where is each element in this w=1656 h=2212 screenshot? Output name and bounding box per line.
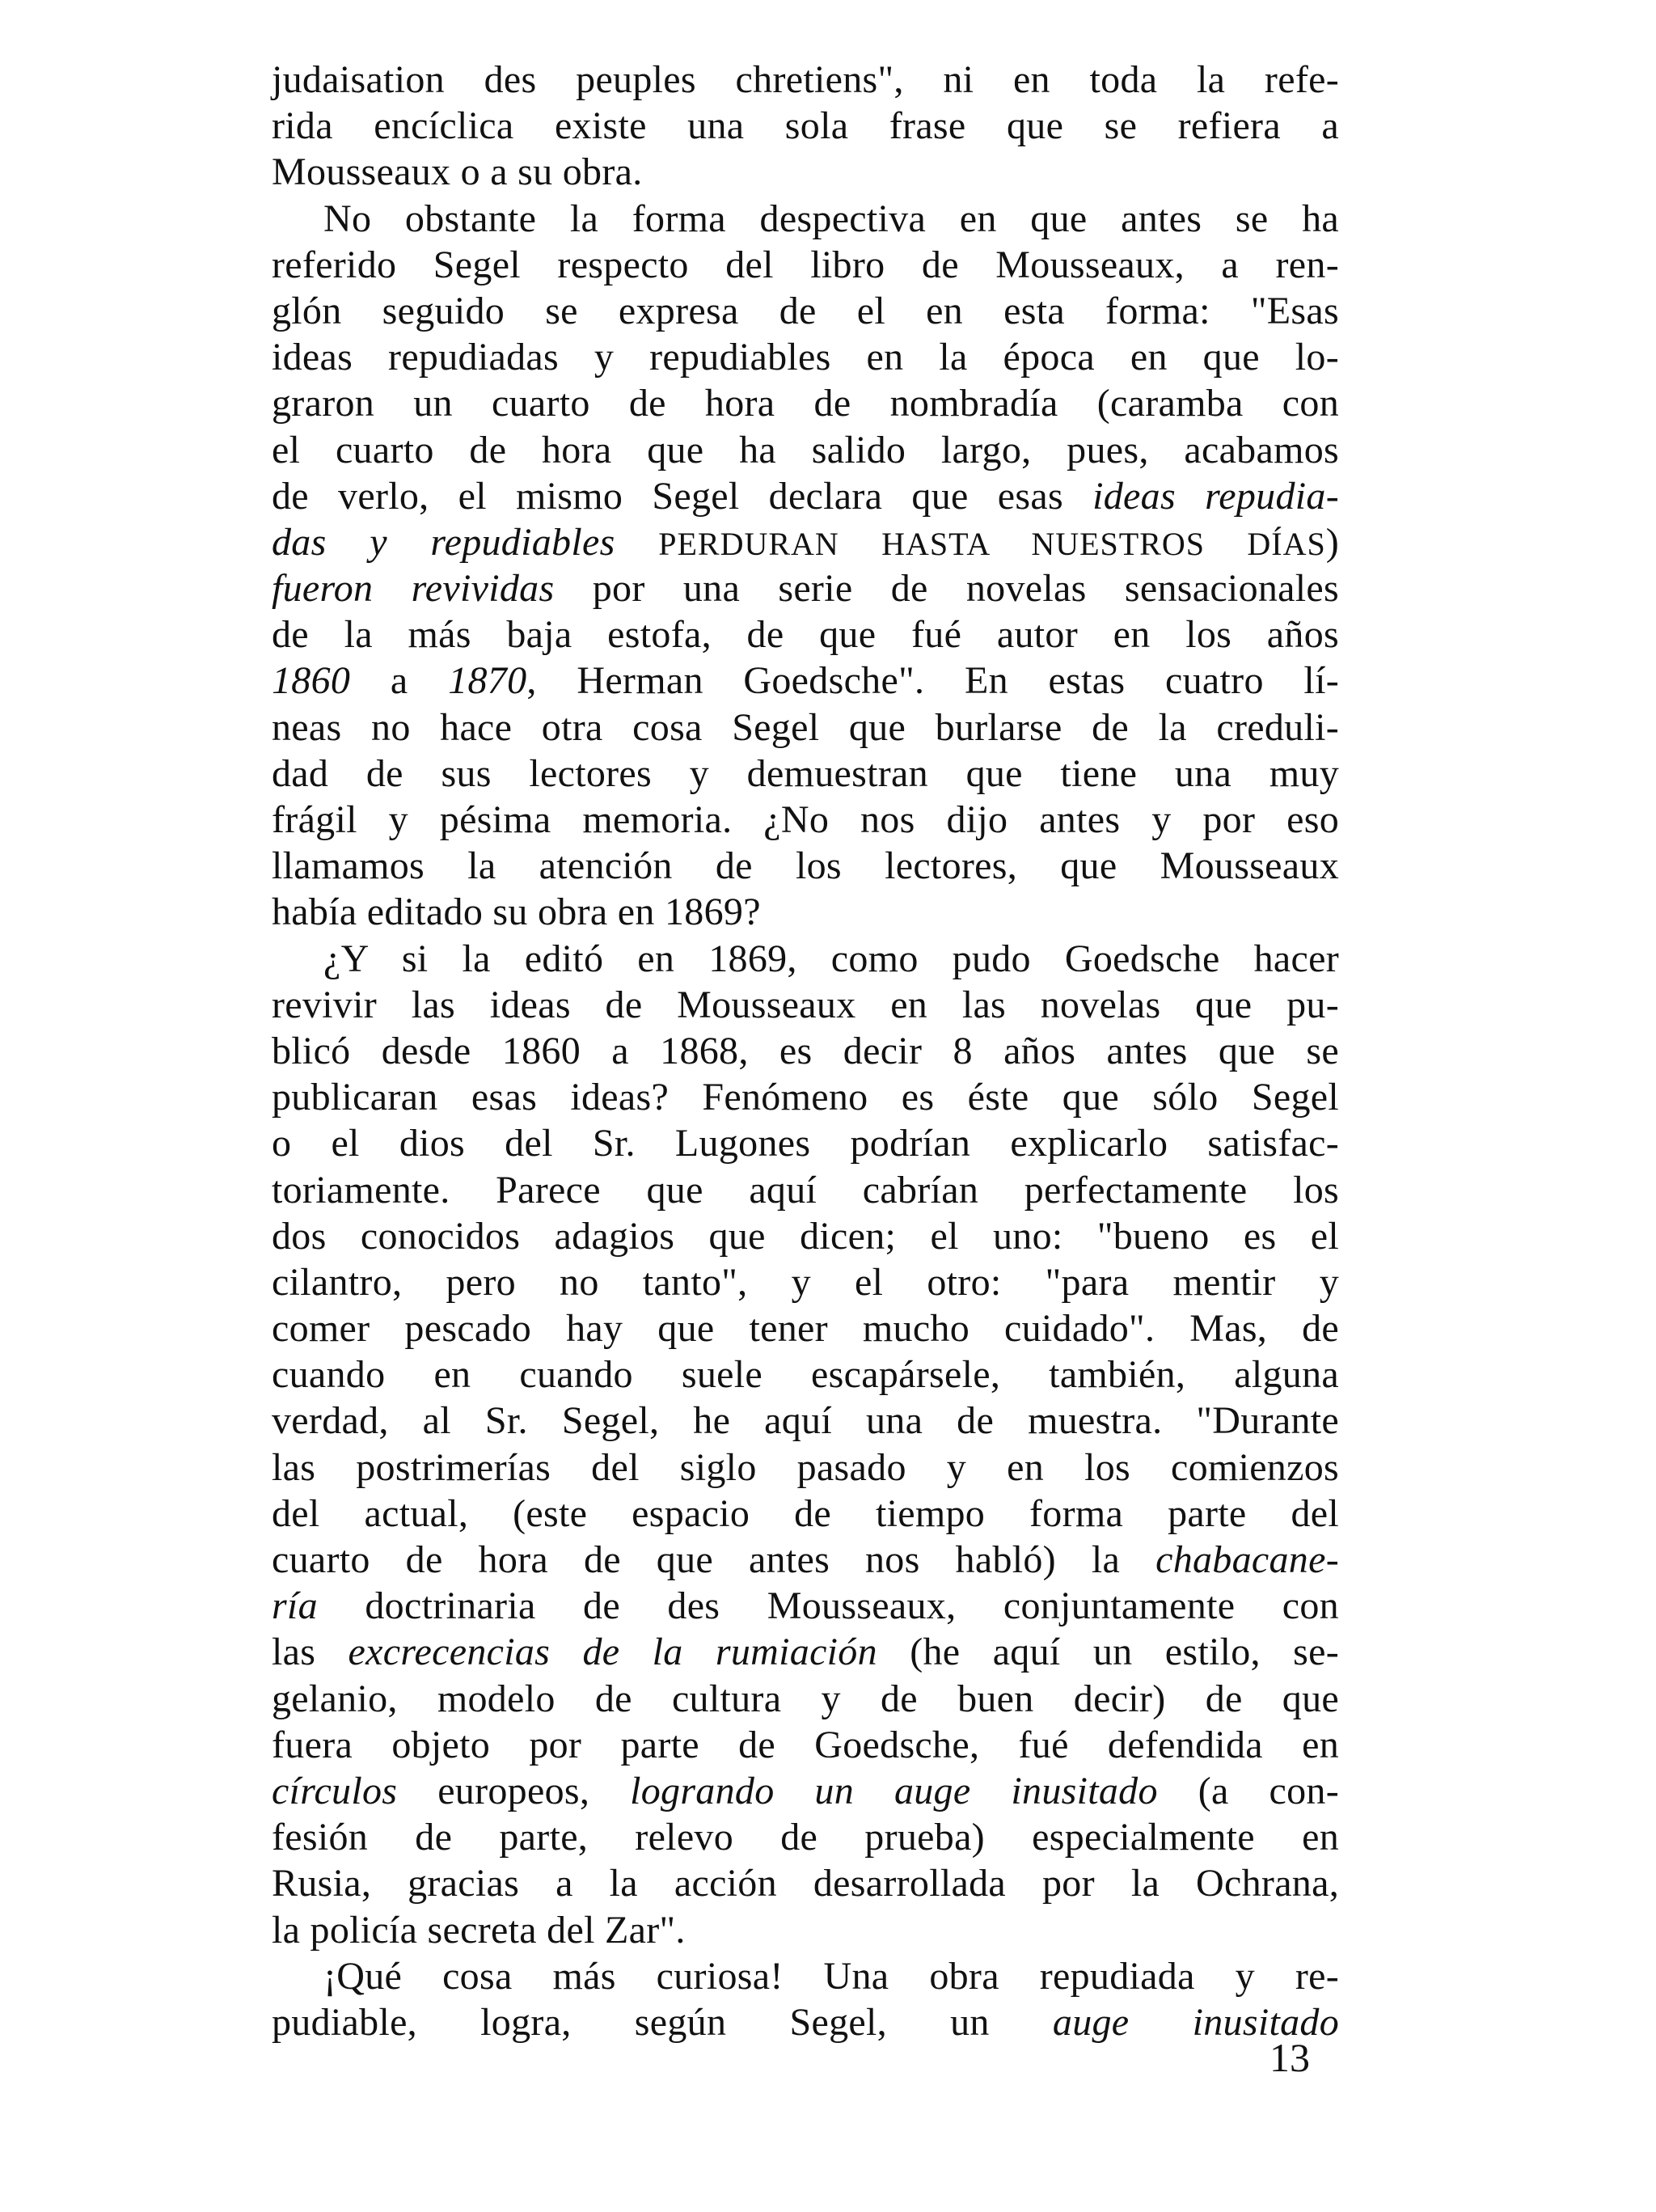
text-segment: referido Segel respecto del libro de Mousseaux, a ren- [272,243,1339,286]
text-line [272,57,1339,103]
text-line [272,288,1339,334]
text-line [272,103,1339,149]
text-segment: doctrinaria de des Mousseaux, conjuntamente con [317,1584,1339,1628]
text-line [272,843,1339,889]
text-line [272,1999,1339,2045]
text-line [272,797,1339,843]
text-line [272,334,1339,380]
text-line [272,1768,1339,1814]
text-line [272,1537,1339,1583]
text-segment: revivir las ideas de Mousseaux en las novelas que pu- [272,983,1339,1026]
text-line [272,1629,1339,1675]
text-line [272,1305,1339,1351]
text-segment: , Herman Goedsche". En estas cuatro lí- [526,659,1339,703]
text-segment: gelanio, modelo de cultura y de buen decir) de que [272,1677,1339,1720]
text-segment: fesión de parte, relevo de prueba) especialmente en [272,1816,1339,1859]
text-segment: rida encíclica existe una sola frase que se refiera a [272,104,1339,148]
text-segment: Rusia, gracias a la acción desarrollada por la Ochrana, [272,1862,1339,1905]
text-segment: el cuarto de hora que ha salido largo, pues, acabamos [272,428,1339,472]
text-line [272,1028,1339,1074]
text-line [272,1953,1339,1999]
text-line [272,1351,1339,1398]
text-segment: graron un cuarto de hora de nombradía (caramba con [272,382,1339,425]
text-segment: del actual, (este espacio de tiempo forma parte del [272,1491,1339,1535]
text-segment: a [350,659,449,703]
text-line [272,1491,1339,1537]
text-segment: por una serie de novelas sensacionales [554,567,1339,611]
text-line [272,1907,1339,1953]
text-segment: las [272,1630,349,1674]
body-text [272,57,1339,2045]
text-line [272,149,1339,195]
text-line [272,427,1339,473]
text-line [272,1676,1339,1722]
text-segment: fuera objeto por parte de Goedsche, fué defendida en [272,1723,1339,1766]
text-segment: cilantro, pero no tanto", y el otro: "para mentir y [272,1260,1339,1304]
text-line [272,473,1339,519]
text-segment: publicaran esas ideas? Fenómeno es éste que sólo Segel [272,1076,1339,1119]
text-segment: frágil y pésima memoria. ¿No nos dijo antes y por eso [272,798,1339,841]
text-segment: las postrimerías del siglo pasado y en los comienzos [272,1445,1339,1489]
text-line [272,658,1339,704]
text-line [272,242,1339,288]
italic-text: logrando un auge inusitado [630,1769,1158,1812]
text-segment: había editado su obra en 1869? [272,890,761,934]
text-line [272,1583,1339,1629]
text-line [272,1814,1339,1860]
text-line [272,889,1339,935]
text-segment: cuarto de hora de que antes nos habló) la [272,1538,1156,1581]
italic-text: chabacane- [1155,1538,1339,1581]
italic-text: excrecencias de la rumiación [348,1630,877,1674]
text-segment: ideas repudiadas y repudiables en la época en que lo- [272,336,1339,379]
italic-text: 1860 [272,659,351,703]
text-segment: dos conocidos adagios que dicen; el uno: "bueno es el [272,1214,1339,1258]
smallcaps-text: PERDURAN HASTA NUESTROS DÍAS [658,525,1326,562]
text-segment: cuando en cuando suele escapársele, también, alguna [272,1353,1339,1397]
text-segment: verdad, al Sr. Segel, he aquí una de muestra. "Durante [272,1399,1339,1443]
text-segment: toriamente. Parece que aquí cabrían perfectamente los [272,1168,1339,1212]
text-segment: de verlo, el mismo Segel declara que esas [272,474,1093,518]
text-segment [615,521,659,564]
text-segment: europeos, [397,1769,631,1812]
text-line [272,1398,1339,1444]
text-segment: judaisation des peuples chretiens", ni en toda la refe- [272,58,1339,101]
text-line [272,611,1339,658]
text-line [272,936,1339,982]
text-segment: (a con- [1157,1769,1340,1812]
text-segment: neas no hace otra cosa Segel que burlarse de la creduli- [272,705,1339,749]
text-line [272,751,1339,797]
text-line [272,196,1339,242]
text-line [272,1722,1339,1768]
text-segment: pudiable, logra, según Segel, un [272,2000,1053,2044]
text-line [272,565,1339,611]
text-segment: ¿Y si la editó en 1869, como pudo Goedsche hacer [323,937,1339,980]
text-segment: glón seguido se expresa de el en esta forma: "Esas [272,289,1339,332]
text-segment: No obstante la forma despectiva en que antes se ha [323,197,1339,240]
text-line [272,1860,1339,1906]
italic-text: das y repudiables [272,520,615,564]
italic-text: fueron revividas [272,567,555,611]
page-number: 13 [1269,2035,1310,2080]
text-line [272,704,1339,751]
italic-text: auge inusitado [1052,2000,1339,2044]
text-line [272,519,1339,565]
text-line [272,1444,1339,1491]
text-segment: ) [1325,520,1339,564]
text-segment: de la más baja estofa, de que fué autor en los años [272,613,1339,657]
text-segment: ¡Qué cosa más curiosa! Una obra repudiada y re- [323,1954,1339,1998]
text-segment: o el dios del Sr. Lugones podrían explicarlo satisfac- [272,1122,1339,1165]
text-segment: comer pescado hay que tener mucho cuidado". Mas, de [272,1307,1339,1351]
text-line [272,1259,1339,1305]
italic-text: ideas repudia- [1092,474,1340,518]
text-line [272,380,1339,426]
text-segment: dad de sus lectores y demuestran que tiene una muy [272,751,1339,795]
italic-text: ría [272,1584,318,1628]
text-line [272,1120,1339,1166]
text-segment: Mousseaux o a su obra. [272,150,643,194]
text-line [272,1074,1339,1120]
text-line [272,982,1339,1028]
italic-text: círculos [272,1769,398,1812]
text-segment: la policía secreta del Zar". [272,1908,686,1952]
text-segment: (he aquí un estilo, se- [877,1630,1339,1674]
text-line [272,1213,1339,1259]
text-segment: blicó desde 1860 a 1868, es decir 8 años antes que se [272,1029,1339,1072]
text-line [272,1167,1339,1213]
text-segment: llamamos la atención de los lectores, que Mousseaux [272,844,1339,888]
italic-text: 1870 [448,659,527,703]
